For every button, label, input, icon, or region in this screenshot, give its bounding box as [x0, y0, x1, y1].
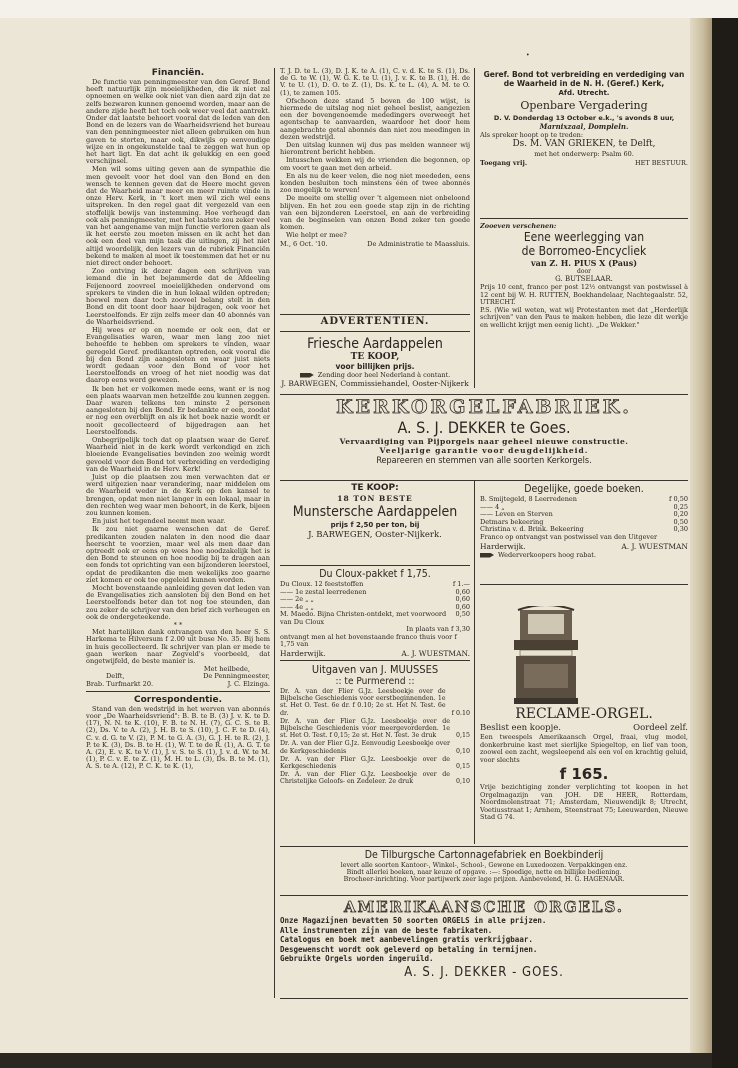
newspaper-page: [0, 18, 712, 1053]
muusses-item: [280, 688, 470, 717]
ad-reclame-orgel: [480, 706, 688, 846]
cloux-item: —— 4e „ „: [280, 602, 314, 611]
page-edge-shadow: [690, 18, 712, 1053]
bond-line-1: Geref. Bond tot verbreiding en verdediging van: [483, 70, 685, 79]
organ-keyboard: [520, 650, 572, 656]
muusses-item-price: 0,15: [455, 763, 470, 771]
muusses-item: [280, 740, 470, 754]
cloux-price: 0,50: [455, 610, 470, 618]
ad-kerkorgelfabriek: [280, 396, 688, 478]
degelijke-price: 0,20: [673, 510, 688, 518]
rule-bond: [480, 218, 688, 219]
bond-line-3: Afd. Utrecht.: [558, 89, 610, 97]
cloux-price: 0,60: [455, 602, 470, 611]
encycliek-author: G. BUTSELAAR.: [555, 275, 613, 283]
tilburg-title: De Tilburgsche Cartonnagefabriek en Boekbinderij: [364, 849, 604, 861]
orgel-price: f 165.: [559, 765, 609, 783]
orgel-title: RECLAME-ORGEL.: [515, 706, 653, 722]
cloux-offer: ontvangt men al het bovenstaande franco thuis voor f 1,75 van: [280, 632, 457, 648]
muusses-item-price: f 0.10: [451, 709, 470, 717]
organ-mirror: [528, 614, 564, 634]
amerik-line: Alle instrumenten zijn van de beste fabrikaten.: [280, 925, 493, 935]
pointing-hand-icon: [300, 373, 314, 378]
munster-sub: 18 TON BESTE: [337, 494, 413, 503]
mid-date: M., 6 Oct. '10.: [280, 239, 328, 248]
kerkorgel-line-1: Vervaardiging van Pijporgels naar geheel nieuwe constructie.: [339, 437, 629, 446]
organ-crown: [518, 606, 574, 610]
rule-degelijke: [480, 584, 688, 585]
financien-paragraph: Onbegrijpelijk toch dat op plaatsen waar de Geref. Waarheid niet in de kerk wordt verkondigd en zich bloeiende Evangelisaties bevinden zoo weinig wordt gevoeld voor den Bond tot verbreiding en verdediging van de Waarheid in de Herv. Kerk!: [86, 435, 270, 473]
rule-kerkorgel-top: [280, 394, 688, 395]
cloux-total: In plaats van f 3,30: [406, 625, 470, 633]
degelijke-item: B. Smijtegeld, 8 Leerredenen: [480, 495, 577, 503]
financien-paragraph: Juist op die plaatsen zou men verwachten dat er werd uitgezien naar verandering, naar middelen om de Waarheid weder in de Kerk op den kansel te brengen, opdat men niet langer in een lokaal, maar in den rechten weg waar men behoort, in de Kerk, bijeen zou kunnen komen.: [86, 472, 270, 517]
ad-encycliek: [480, 222, 688, 372]
encycliek-door: door: [577, 268, 591, 275]
rule-advertentien-bottom: [280, 331, 470, 332]
kerkorgel-title: KERKORGELFABRIEK.: [336, 396, 632, 418]
financien-stars: * *: [173, 621, 183, 630]
signature-role: De Penningmeester,: [203, 672, 270, 681]
degelijke-place: Harderwijk.: [480, 542, 526, 551]
orgel-text-2: Vrije bezichtiging zonder verplichting tot koopen in het Orgelmagazijn van JOH. DE HEER, Rotterdam, Noordmolenstraat 71; Amsterdam, Nieuwendijk 8; Utrecht, Voetiusstraat 1; Arnhem, Steenstraat 75; Leeuwarden, Nieuwe Stad G 74.: [480, 783, 688, 821]
ad-du-cloux: [280, 568, 470, 658]
muusses-item-price: 0,10: [455, 747, 470, 755]
rule-tilburg-top: [280, 846, 688, 847]
financien-paragraph: Mocht bovenstaande aanleiding geven dat leden van de Evangelisaties zich aansloten bij den Bond en het Leerstoelfonds beter dan tot nog toe steunden, dan zou zeker de schrijver van den brief zich verheugen en ook de ondergeteekende.: [86, 584, 270, 621]
bond-line-2: de Waarheid in de N. H. (Geref.) Kerk,: [503, 79, 665, 88]
encycliek-title-3: van Z. H. PIUS X (Paus): [531, 258, 637, 268]
degelijke-price: f 0,50: [669, 495, 688, 503]
column-rule-2: [474, 68, 475, 388]
signature-name: J. C. Elzinga.: [227, 679, 270, 688]
muusses-item: [280, 718, 470, 740]
correspondentie-body: Stand van den wedstrijd in het werven van abonnés voor „De Waarheidsvriend": B. B. te B. (3) J. v. K. te D. (17), N. N. te K. (10), F. B. te N. H. (7), G. C. S. te B. (2), Ds. V. te A. (2), J. H. B. te S. (10), J. C. F. te D. (4), C. v. d. G. te V. (2), P. M. te G. A. (3), G. J. H. te R. (2), J. P. te K. (3), Ds. B. te H. (1), W. T. te de R. (1), A. G. T. te A. (2), E. v. K. te V. (1), J. v. S. te S. (1), J. v. d. W. te M. (1), P. C. v. E. te Z. (1), M. H. te L. (3), Ds. B. te M. (1), A. S. te A. (12), P. C. K. te K. (1),: [86, 704, 270, 771]
amerik-line: Gebruikte Orgels worden ingeruild.: [280, 954, 434, 963]
degelijke-item: —— 4 „: [480, 502, 505, 511]
signature-address: Brab. Turfmarkt 20.: [86, 679, 154, 688]
encycliek-ps: P.S. (Wie wil weten, wat wij Protestanten met dat „Herderlijk schrijven" van den Paus te maken hebben, die leze dit werkje en wellicht krijgt men eenig licht). „De Wekker.": [480, 305, 688, 329]
kerkorgel-line-3: Repareeren en stemmen van alle soorten Kerkorgels.: [376, 456, 592, 466]
bond-speaker-pre: Als spreker hoopt op te treden:: [480, 131, 584, 139]
financien-paragraph: De functie van penningmeester van den Geref. Bond heeft natuurlijk zijn moeielijkheden, die ik niet zal opnoemen en welke ook niet van dien aard zijn dat ze zelfs bezwaren kunnen genoemd worden, maar aan de andere zijde heeft het toch ook weer veel dat aantrekt. Onder dat laatste behoort vooral dat de leden van den Bond en de lezers van de Waarheidsvriend het bureau van den penningmeester niet alleen gebruiken om hun gaven te storten, maar ook, dikwijls op eenvoudige wijze en in ongekunstelde taal te zeggen wat hun op het hart ligt. En dat acht ik gelukkig en een goed verschijnsel.: [86, 78, 270, 166]
muusses-title: Uitgaven van J. MUUSSES: [311, 663, 439, 676]
degelijke-send: Wederverkoopers hoog rabat.: [498, 551, 596, 559]
encycliek-title-2: de Borromeo-Encycliek: [521, 244, 647, 258]
cloux-price: 0,60: [455, 587, 470, 596]
munster-price: prijs f 2,50 per ton, bij: [330, 521, 420, 529]
encycliek-text: Prijs 10 cent, franco per post 12½ ontvangst van postwissel à 12 cent bij W. H. RUTTEN, Boekhandelaar, Nachtegaalstr. 52, UTRECHT.: [480, 283, 688, 306]
orgel-line-1: Beslist een koopje.: [480, 723, 561, 733]
page-mark: •: [526, 52, 530, 59]
financien-title: Financiën.: [151, 68, 205, 78]
correspondentie-title: Correspondentie.: [133, 694, 223, 705]
financien-thanks: Met hartelijken dank ontvangen van den heer S. S. Harkema te Hilversum f 2.00 uit buse No. 35. Bij hem in huis gecollecteerd. Ik schrijver van plan er mede te gaan werken naar Zegveld's voorbeeld, dat ongetwijfeld, de beste manier is.: [86, 628, 270, 666]
financien-paragraph: Ik ben het er volkomen mede eens, want er is nog een plaats waarvan men hetzelfde zou kunnen zeggen. Daar waren telkens ten minste 2 personen aangesloten bij den Bond. Er bedankte er een, zoodat er nog een overblijft en als ik het boek nazie wordt er nooit gecollecteerd of bijgedragen aan het Leerstoelfonds.: [86, 384, 270, 436]
muusses-list: [280, 688, 470, 786]
muusses-item: [280, 771, 470, 785]
bond-board: HET BESTUUR.: [634, 159, 688, 167]
financien-paragraph: En juist het tegendeel neemt men waar.: [92, 517, 226, 526]
encycliek-title-1: Eene weerlegging van: [523, 230, 645, 244]
rule-munster: [280, 565, 470, 566]
mid-para-3: Den uitslag kunnen wij dus pas melden wanneer wij hieromtrent bericht hebben.: [280, 141, 470, 157]
friesche-send: Zending door heel Nederland à contant.: [317, 371, 451, 379]
cloux-price: 0,60: [455, 595, 470, 603]
bond-date: D. V. Donderdag 13 October e.k., 's avonds 8 uur,: [493, 114, 675, 122]
rule-tilburg-bottom: [280, 895, 688, 896]
mid-para-5: En als nu de keer velen, die nog niet meededen, eens konden besluiten toch minstens één of twee abonnés zoo mogelijk te werven!: [280, 171, 470, 195]
muusses-item-text: Dr. A. van der Flier G.Jz. Eenvoudig Leesboekje over de Kerkgeschiedenis: [280, 740, 450, 755]
encycliek-pre: Zooeven verschenen:: [480, 222, 557, 230]
financien-paragraph: Hij wees er op en noemde er ook een, dat er Evangelisaties waren, waar men lang zoo niet behoefde te hebben om sprekers te vinden, waar geregeld Geref. predikanten optreden, ook vooral die bij den Bond zijn aangesloten en waar juist niets wordt gedaan voor den Bond of voor het Leerstoelfonds en vroeg of het niet noodig was dat daarop eens werd gewezen.: [86, 325, 270, 385]
muusses-item-price: 0,10: [455, 778, 470, 786]
bond-entry: Toegang vrij.: [480, 159, 528, 167]
mid-admin: De Administratie te Maassluis.: [367, 239, 470, 248]
friesche-firm: J. BARWEGEN, Commissiehandel, Ooster-Nijkerk: [281, 379, 469, 388]
degelijke-row: [480, 496, 688, 504]
orgel-line-2: Oordeel zelf.: [633, 723, 688, 733]
scan-top-margin: [0, 0, 738, 18]
signature-place: Delft,: [106, 672, 125, 681]
cloux-item: —— 1e zestal leerredenen: [280, 587, 367, 596]
mid-signoff: [280, 241, 470, 248]
mid-para-7: Wie helpt er mee?: [286, 231, 347, 240]
munster-firm: J. BARWEGEN, Ooster-Nijkerk.: [308, 530, 442, 540]
mid-para-2: Ofschoon deze stand 5 boven de 100 wijst, is hiermede de uitslag nog niet geheel beslist, aangezien een der bovengenoemde mededingers overweegt het agentschap te aanvaarden, waardoor het door hem aangebrachte getal abonnés dan niet zou meedingen in dezen wedstrijd.: [280, 96, 470, 141]
mid-para-6: De moeite om stellig over 't algemeen niet onbeloond blijven. En het zou een goede stap zijn in de richting van een bijzonderen Leerstoel, en aan de verbreiding van de beginselen van onzen Bond zeker ten goede komen.: [280, 194, 470, 232]
advertentien-title: ADVERTENTIËN.: [320, 316, 430, 327]
correspondentie-continued: T. J. D. te L. (3), D. J. K. te A. (1), C. v. d. K. te S. (1), Ds. de G. te W. (1), W. G. K. te U. (1), J. v. K. te B. (1), H. de V. te U. (1), D. O. te Z. (1), Ds. K. te L. (4), A. M. te O. (1), te zamen 105.: [280, 68, 470, 97]
friesche-price: voor billijken prijs.: [335, 362, 415, 371]
muusses-place: :: te Purmerend ::: [335, 676, 415, 687]
friesche-title: Friesche Aardappelen: [307, 336, 443, 352]
degelijke-price: 0,25: [673, 502, 688, 511]
cloux-item: —— 2e „ „: [280, 595, 314, 603]
munster-title: Munstersche Aardappelen: [292, 504, 458, 520]
orgel-text: Een tweespels Amerikaansch Orgel, fraai, vlug model, donkerbruine kast met sierlijke Spiegeltop, en lief van toon, zoowel een zacht, wegsleepend als een vol en krachtig geluid, voor slechts: [480, 733, 688, 764]
ad-friesche-aardappelen: [280, 336, 470, 392]
degelijke-title: Degelijke, goede boeken.: [524, 483, 644, 495]
munster-pre: TE KOOP:: [351, 483, 399, 493]
cloux-place: Harderwijk.: [280, 648, 326, 658]
cloux-item: Du Cloux. 12 feeststoffen: [280, 580, 364, 588]
financien-paragraph: Ik zou niet gaarne wenschen dat de Geref. predikanten zouden nalaten in den nood die daar heerscht te voorzien, maar wel als men daar dan optreedt ook er eens op wees hoe noodzakelijk het is den Bond te steunen en hoe noodig bij te dragen aan een fonds tot oprichting van een bijzonderen leerstoel, opdat de predikanten die men wekelijks zoo gaarne ziet komen er ook toe opgeleid kunnen worden.: [86, 525, 270, 584]
financien-paragraph: Zoo ontving ik dezer dagen een schrijven van iemand die in het bejammerde dat de Afdeeling Feijenoord zoovreel moeielijkheden ondervond om sprekers te vinden die in hun lokaal wilden optreden; hoewel men daar toch zooveel belang stelt in den Bond en dit toont door haar bijdragen, ook voor het Leerstoelfonds. Er zijn zelfs meer dan 40 abonnés van de Waarheidsvriend.: [86, 267, 270, 326]
tilburg-line-1: levert alle soorten Kantoor-, Winkel-, School-, Gewone en Luxedoozen. Verpakkingen enz.: [340, 862, 628, 869]
ad-muusses: [280, 663, 470, 843]
degelijke-price: 0,30: [673, 525, 688, 533]
muusses-item-text: Dr. A. van der Flier G.Jz. Leesboekje over de Christelijke Geloofs- en Zedeleer. 2e druk: [280, 771, 450, 786]
bond-title: Openbare Vergadering: [520, 99, 648, 112]
ad-geref-bond: [480, 70, 688, 220]
reed-organ-illustration: [510, 606, 582, 704]
financien-signature-2: [86, 681, 270, 688]
degelijke-list: [480, 496, 688, 534]
kerkorgel-firm: A. S. J. DEKKER te Goes.: [397, 418, 571, 437]
ad-amerikaansche-orgels: [280, 898, 688, 998]
ad-munstersche: [280, 483, 470, 563]
ad-degelijke-boeken: [480, 483, 688, 583]
muusses-item-text: Dr. A. van der Flier G.Jz. Leesboekje over de Bijbelsche Geschiedenis voor eerstbeginnenden. 1e st. Het O. Test. 6e dr. f 0.10; 2e st. Het N. Test. 6e dr.: [280, 688, 446, 717]
tilburg-line-3: Brocheer-inrichting. Voor partijwerk zeer lage prijzen. Aanbevelend, H. G. HAGENAAR.: [343, 876, 625, 884]
column-middle-top: [280, 68, 470, 314]
financien-paragraph: Men wil soms uiting geven aan de sympathie die men gevoelt voor het doel van den Bond en den wensch te kennen geven dat de Heere mocht geven dat de Waarheid maar meer en meer ruimte vinde in onze Herv. Kerk, in 't kort men wil zich wel eens uitspreken. In den regel gaat dit vergezeld van een stoffelijk bewijs van instemming. Hoe verheugd dan ook als penningmeester, met het laatste zou zeker veel van het aangename van mijn functie verloren gaan als ik het eerste zou moeten missen en ik acht het dan ook een deel van mijn taak die uitingen, zij het niet altijd woordelijk, den lezers van de rubriek Financiën bekend te maken al moet ik toestemmen dat het er nu niet direct onder behoort.: [86, 165, 270, 268]
amerik-line: Catalogus en boek met aanbevelingen gratis verkrijgbaar.: [280, 935, 533, 944]
muusses-item-price: 0,15: [455, 732, 470, 740]
column-rule-1: [274, 68, 275, 998]
degelijke-item: Detmars bekeering: [480, 517, 544, 526]
organ-panel: [524, 664, 568, 688]
amerik-firm: A. S. J. DEKKER - GOES.: [404, 964, 564, 980]
degelijke-name: A. J. WUESTMAN: [621, 542, 688, 551]
amerik-line: Onze Magazijnen bevatten 50 soorten ORGELS in alle prijzen.: [280, 916, 547, 925]
degelijke-item: —— Leven en Sterven: [480, 510, 553, 518]
mid-para-4: Intusschen wekken wij de vrienden die begonnen, op om voort te gaan met den arbeid.: [280, 156, 470, 172]
amerik-title: AMERIKAANSCHE ORGELS.: [343, 898, 624, 916]
cloux-title: Du Cloux-pakket f 1,75.: [319, 568, 431, 580]
kerkorgel-line-2: Veeljarige garantie voor deugdelijkheid.: [379, 446, 589, 455]
organ-base: [514, 698, 578, 704]
cloux-list: [280, 581, 470, 626]
financien-body: [86, 79, 270, 621]
friesche-sub: TE KOOP,: [350, 352, 400, 362]
column-rule-3: [474, 481, 475, 844]
rule-bottom: [280, 998, 688, 999]
organ-shelf: [514, 640, 578, 650]
ad-tilburg: [280, 849, 688, 893]
rule-advertentien-top: [280, 314, 470, 315]
degelijke-item: Christina v. d. Brink. Bekeering: [480, 525, 584, 533]
column-left: [86, 68, 270, 998]
muusses-item-text: Dr. A. van der Flier G.Jz. Leesboekje over de Bijbelsche Geschiedenis voor meergevorderden. 1e st. Het O. Test. f 0,15; 2e st. Het N. Test. 3e druk: [280, 717, 450, 740]
pointing-hand-icon: [480, 553, 494, 558]
amerik-lines: [280, 916, 688, 964]
amerik-line: Desgewenscht wordt ook geleverd op betaling in termijnen.: [280, 944, 538, 954]
bond-subject: met het onderwerp: Psalm 60.: [534, 150, 634, 158]
tilburg-line-2: Bindt allerlei boeken, naar keuze of opgave. :—: Spoedige, nette en billijke bediening.: [346, 869, 622, 877]
cloux-name: A. J. WUESTMAN.: [401, 648, 470, 658]
rule-kerkorgel-bottom: [280, 480, 688, 481]
cloux-item: M. Maedo. Bijna Christen-ontdekt, met voorwoord van Du Cloux: [280, 610, 447, 626]
bond-place: Marnixzaal, Dompleln.: [539, 122, 629, 131]
degelijke-price: 0,50: [673, 517, 688, 526]
muusses-item: [280, 756, 470, 770]
rule-cloux: [280, 660, 470, 661]
cloux-row: [280, 611, 470, 626]
muusses-item-text: Dr. A. van der Flier G.Jz. Leesboekje over de Kerkgeschiedenis: [280, 755, 450, 771]
scan-dark-margin: [712, 18, 738, 1068]
bond-speaker: Ds. M. VAN GRIEKEN, te Delft,: [512, 139, 656, 149]
financien-closing: Met heilbede,: [203, 665, 250, 674]
degelijke-offer: Franco op ontvangst van postwissel van den Uitgever: [480, 532, 658, 541]
cloux-price: f 1.—: [452, 580, 470, 588]
